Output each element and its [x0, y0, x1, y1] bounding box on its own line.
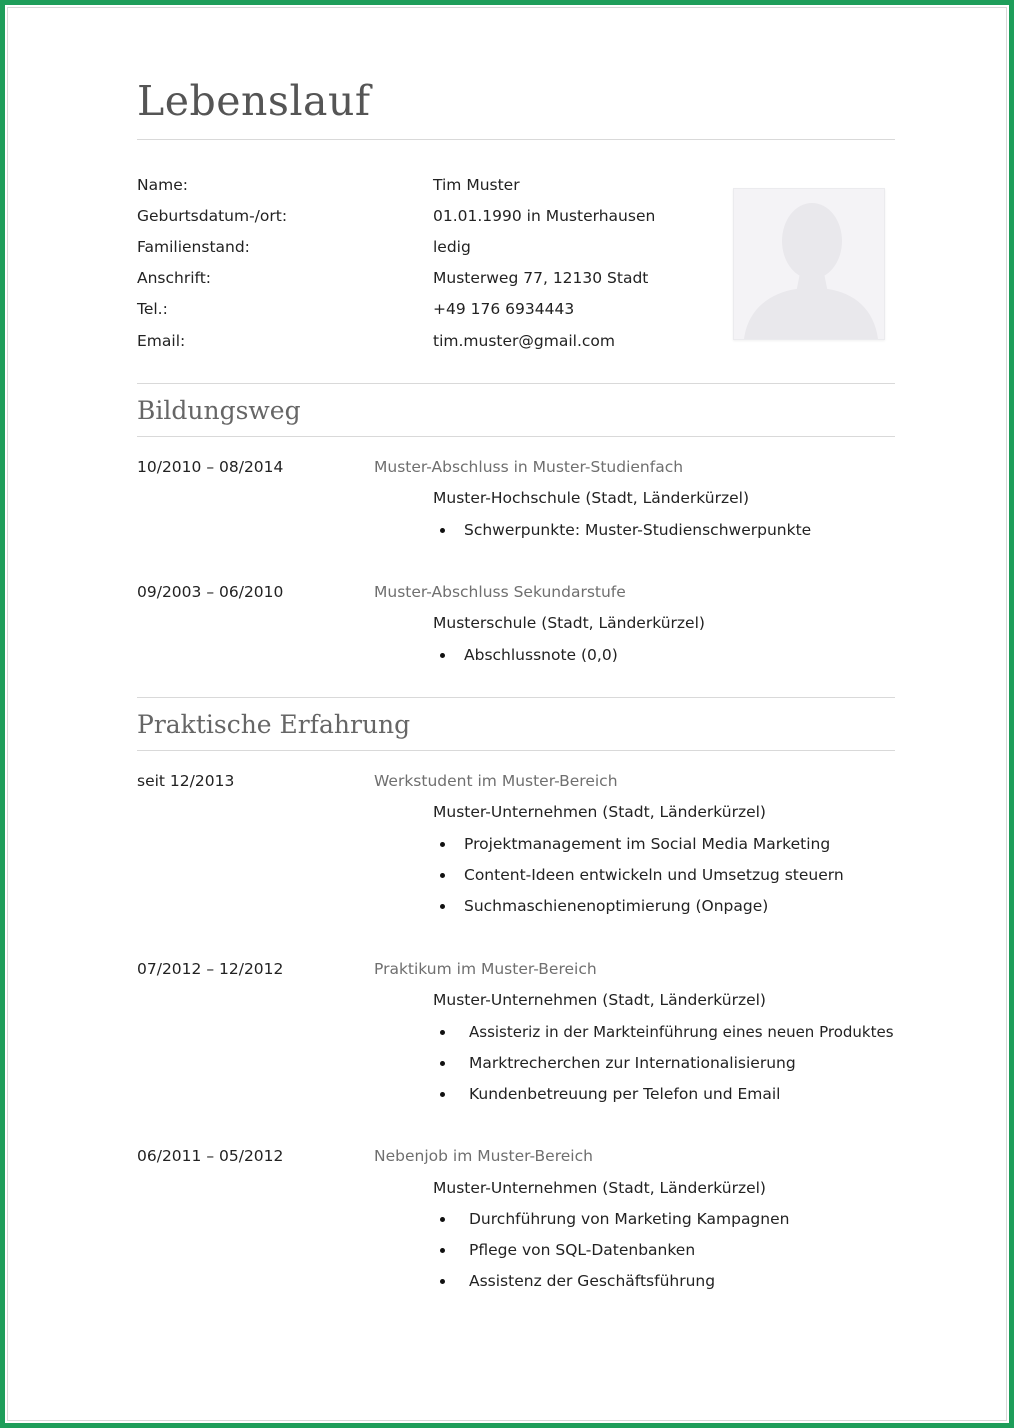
section-heading-experience: Praktische Erfahrung — [137, 710, 411, 739]
bullet-icon — [440, 1061, 445, 1066]
bullet-icon — [440, 1030, 445, 1035]
bullet-icon — [440, 904, 445, 909]
entry-bullet: Content-Ideen entwickeln und Umsetzug steuern — [464, 866, 844, 884]
entry-bullet: Abschlussnote (0,0) — [464, 646, 618, 664]
personal-label-address: Anschrift: — [137, 269, 212, 287]
entry-period: 10/2010 – 08/2014 — [137, 458, 284, 476]
bullet-icon — [440, 1217, 445, 1222]
entry-bullet: Pflege von SQL-Datenbanken — [469, 1241, 696, 1259]
personal-label-name: Name: — [137, 176, 188, 194]
entry-period: 09/2003 – 06/2010 — [137, 583, 284, 601]
entry-institution: Muster-Unternehmen (Stadt, Länderkürzel) — [433, 1179, 766, 1197]
personal-value-birth: 01.01.1990 in Musterhausen — [433, 207, 656, 225]
entry-institution: Musterschule (Stadt, Länderkürzel) — [433, 614, 705, 632]
entry-title: Nebenjob im Muster-Bereich — [374, 1147, 593, 1165]
personal-label-marital: Familienstand: — [137, 238, 250, 256]
entry-bullet: Schwerpunkte: Muster-Studienschwerpunkte — [464, 521, 812, 539]
entry-period: 07/2012 – 12/2012 — [137, 960, 284, 978]
section-divider — [137, 697, 895, 698]
entry-title: Muster-Abschluss in Muster-Studienfach — [374, 458, 684, 476]
entry-bullet: Suchmaschienenoptimierung (Onpage) — [464, 897, 769, 915]
section-heading-underline — [137, 750, 895, 751]
bullet-icon — [440, 873, 445, 878]
page-title: Lebenslauf — [137, 77, 371, 125]
personal-value-address: Musterweg 77, 12130 Stadt — [433, 269, 649, 287]
person-silhouette-icon — [734, 189, 884, 339]
personal-value-marital: ledig — [433, 238, 471, 256]
bullet-icon — [440, 1092, 445, 1097]
entry-bullet: Assistenz der Geschäftsführung — [469, 1272, 716, 1290]
bullet-icon — [440, 1248, 445, 1253]
entry-bullet: Assisteriz in der Markteinführung eines neuen Produktes — [469, 1023, 894, 1041]
section-heading-education: Bildungsweg — [137, 396, 301, 425]
entry-institution: Muster-Unternehmen (Stadt, Länderkürzel) — [433, 803, 766, 821]
personal-label-phone: Tel.: — [137, 300, 168, 318]
entry-bullet: Durchführung von Marketing Kampagnen — [469, 1210, 790, 1228]
personal-label-birth: Geburtsdatum-/ort: — [137, 207, 288, 225]
personal-label-email: Email: — [137, 332, 186, 350]
entry-title: Muster-Abschluss Sekundarstufe — [374, 583, 626, 601]
profile-photo — [733, 188, 885, 340]
section-heading-underline — [137, 436, 895, 437]
personal-value-email: tim.muster@gmail.com — [433, 332, 615, 350]
entry-period: 06/2011 – 05/2012 — [137, 1147, 284, 1165]
section-divider-top — [137, 383, 895, 384]
personal-value-phone: +49 176 6934443 — [433, 300, 575, 318]
bullet-icon — [440, 653, 445, 658]
entry-bullet: Marktrecherchen zur Internationalisierung — [469, 1054, 796, 1072]
bullet-icon — [440, 528, 445, 533]
entry-bullet: Projektmanagement im Social Media Marketing — [464, 835, 831, 853]
entry-title: Praktikum im Muster-Bereich — [374, 960, 597, 978]
bullet-icon — [440, 842, 445, 847]
personal-value-name: Tim Muster — [433, 176, 520, 194]
bullet-icon — [440, 1279, 445, 1284]
entry-bullet: Kundenbetreuung per Telefon und Email — [469, 1085, 781, 1103]
entry-institution: Muster-Hochschule (Stadt, Länderkürzel) — [433, 489, 750, 507]
entry-title: Werkstudent im Muster-Bereich — [374, 772, 618, 790]
title-divider — [137, 139, 895, 140]
entry-institution: Muster-Unternehmen (Stadt, Länderkürzel) — [433, 991, 766, 1009]
entry-period: seit 12/2013 — [137, 772, 235, 790]
